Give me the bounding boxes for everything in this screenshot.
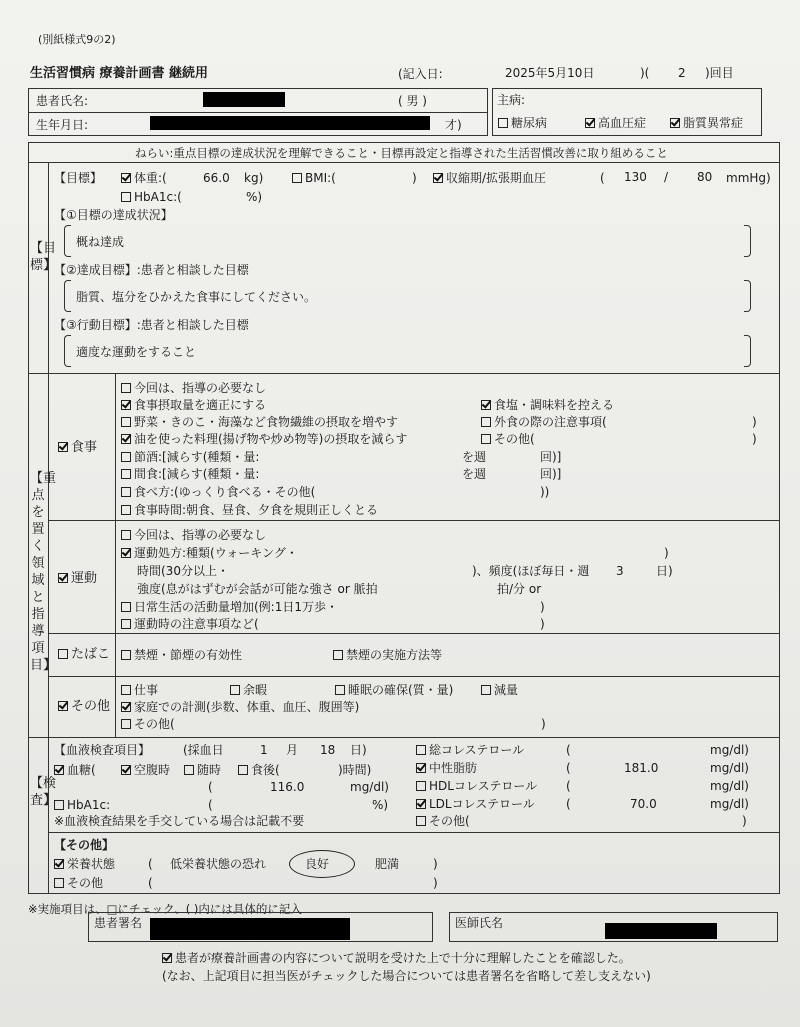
goal2-label: 【②達成目標】:患者と相談した目標: [54, 263, 249, 277]
lipid-hdl-open: (: [566, 779, 571, 793]
disease-diabetes-checkbox[interactable]: [498, 118, 508, 128]
patient-name-label: 患者氏名:: [36, 94, 89, 108]
lipid-other-close: ): [742, 814, 747, 828]
other-item-home-measure[interactable]: 家庭での計測(歩数、体重、血圧、腹囲等): [121, 700, 359, 714]
lipid-tg-value[interactable]: 181.0: [624, 761, 659, 775]
other-home-measure-checkbox[interactable]: [121, 702, 131, 712]
exercise-freq-value[interactable]: 3: [616, 564, 624, 578]
others-other-close: ): [433, 876, 438, 890]
diet-item-3[interactable]: 油を使った料理(揚げ物や炒め物等)の摂取を減らす: [121, 432, 407, 446]
lipid-tg-unit: mg/dl): [710, 761, 749, 775]
snack-times: 回)]: [540, 467, 562, 481]
collect-day[interactable]: 18: [320, 743, 336, 757]
diet-item-4-checkbox[interactable]: [121, 452, 131, 462]
exercise-item-0-checkbox[interactable]: [121, 530, 131, 540]
diet-right-1-checkbox[interactable]: [481, 417, 491, 427]
disease-dyslipidemia-checkbox[interactable]: [670, 118, 680, 128]
others-other-checkbox[interactable]: [54, 878, 64, 888]
diet-item-0-checkbox[interactable]: [121, 383, 131, 393]
glucose-unit: mg/dl): [350, 780, 389, 794]
other-item-leisure[interactable]: 余暇: [230, 683, 267, 697]
diet-item-1[interactable]: 食事摂取量を適正にする: [121, 398, 266, 412]
weight-value[interactable]: 66.0: [203, 171, 230, 185]
bp-unit: mmHg): [726, 171, 771, 185]
goal3-value[interactable]: 適度な運動をすること: [76, 345, 197, 359]
goals-side-label: 【目標】: [30, 241, 57, 273]
lipid-ldl-unit: mg/dl): [710, 797, 749, 811]
other-work-checkbox[interactable]: [121, 685, 131, 695]
page-title: 生活習慣病 療養計画書 継続用: [30, 66, 209, 81]
hba1c-test-checkbox[interactable]: [54, 800, 64, 810]
others-title: 【その他】: [54, 838, 115, 852]
diet-item-7[interactable]: 食事時間:朝食、昼食、夕食を規則正しくとる: [121, 503, 378, 517]
other-category[interactable]: その他: [58, 700, 110, 714]
bp-systolic[interactable]: 130: [624, 170, 647, 184]
lipid-other-checkbox[interactable]: [416, 816, 426, 826]
other-sleep-checkbox[interactable]: [335, 685, 345, 695]
exercise-item-0[interactable]: 今回は、指導の必要なし: [121, 528, 266, 542]
nutrition-obese[interactable]: 肥満: [375, 857, 400, 871]
diet-right-2-close: ): [752, 432, 757, 446]
lipid-ldl-open: (: [566, 797, 571, 811]
lipid-total-chol-checkbox[interactable]: [416, 745, 426, 755]
exercise-category[interactable]: 運動: [58, 572, 97, 586]
lipid-hdl-checkbox[interactable]: [416, 781, 426, 791]
disease-item-hypertension[interactable]: 高血圧症: [585, 116, 646, 130]
tests-side-label: 【検査】: [30, 776, 57, 808]
disease-item-dyslipidemia[interactable]: 脂質異常症: [670, 116, 743, 130]
exercise-checkbox[interactable]: [58, 573, 68, 583]
hba1c-test-item[interactable]: HbA1c:: [54, 798, 110, 812]
diet-item-1-checkbox[interactable]: [121, 400, 131, 410]
exercise-intensity: 強度(息がはずむが会話が可能な強さ or 脈拍: [137, 582, 378, 596]
weight-checkbox[interactable]: [121, 173, 131, 183]
aim-text: ねらい:重点目標の達成状況を理解できること・目標再設定と指導された生活習慣改善に取り組めること: [135, 146, 668, 160]
lipid-ldl-value[interactable]: 70.0: [630, 797, 657, 811]
lipid-tg-checkbox[interactable]: [416, 763, 426, 773]
bp-checkbox[interactable]: [433, 173, 443, 183]
tobacco-item-1[interactable]: 禁煙の実施方法等: [333, 648, 442, 662]
patient-name-redacted: [203, 92, 285, 107]
goal2-value[interactable]: 脂質、塩分をひかえた食事にしてください。: [76, 290, 317, 304]
glucose-checkbox[interactable]: [54, 765, 64, 775]
main-frame: [28, 142, 780, 894]
diet-checkbox[interactable]: [58, 442, 68, 452]
nutrition-close: ): [433, 857, 438, 871]
goal3-label: 【③行動目標】:患者と相談した目標: [54, 318, 249, 332]
exercise-item-3[interactable]: 運動時の注意事項など(: [121, 617, 259, 631]
goal-bp[interactable]: 収縮期/拡張期血圧: [433, 171, 546, 185]
patient-sign-redacted: [150, 918, 350, 940]
collect-label: (採血日: [183, 743, 224, 757]
bmi-close: ): [412, 171, 417, 185]
weight-unit: kg): [244, 171, 264, 185]
exercise-item-2-checkbox[interactable]: [121, 602, 131, 612]
diet-right-1-close: ): [752, 415, 757, 429]
confirm-checkbox[interactable]: [162, 953, 172, 963]
bp-sep: /: [664, 170, 669, 184]
exercise-freq: )、頻度(ほぼ毎日・週: [472, 564, 590, 578]
nutrition-checkbox[interactable]: [54, 859, 64, 869]
disease-label: 主病:: [497, 93, 526, 107]
postmeal-item[interactable]: 食後(: [238, 763, 280, 777]
diet-right-2[interactable]: その他(: [481, 432, 535, 446]
fasting-checkbox[interactable]: [121, 765, 131, 775]
diet-item-5[interactable]: 間食:[減らす(種類・量:: [121, 467, 259, 481]
doctor-name-redacted: [605, 923, 717, 939]
nutrition-risk[interactable]: 低栄養状態の恐れ: [170, 857, 267, 871]
tobacco-item-1-checkbox[interactable]: [333, 650, 343, 660]
other-item-sleep[interactable]: 睡眠の確保(質・量): [335, 683, 453, 697]
exercise-item-1[interactable]: 運動処方:種類(ウォーキング・: [121, 546, 298, 560]
glucose-value[interactable]: 116.0: [270, 780, 305, 794]
alcohol-per-week: を週: [462, 450, 487, 464]
confirm-statement[interactable]: 患者が療養計画書の内容について説明を受けた上で十分に理解したことを確認した。: [162, 951, 631, 965]
eating-close: )): [540, 485, 550, 499]
diet-right-2-checkbox[interactable]: [481, 434, 491, 444]
other-item-weight-loss[interactable]: 減量: [481, 683, 518, 697]
bmi-checkbox[interactable]: [292, 173, 302, 183]
exercise-item-1-checkbox[interactable]: [121, 548, 131, 558]
record-count-close: )回目: [705, 66, 734, 80]
exercise-time: 時間(30分以上・: [137, 564, 229, 578]
lipid-hdl[interactable]: HDLコレステロール: [416, 779, 537, 793]
diet-item-6-checkbox[interactable]: [121, 487, 131, 497]
tobacco-checkbox[interactable]: [58, 649, 68, 659]
random-checkbox[interactable]: [184, 765, 194, 775]
fasting-item[interactable]: 空腹時: [121, 763, 170, 777]
lipid-total-chol-open: (: [566, 743, 571, 757]
hba1c-goal-unit: %): [246, 190, 263, 204]
lipid-ldl[interactable]: LDLコレステロール: [416, 797, 535, 811]
goal-bmi[interactable]: BMI:(: [292, 171, 336, 185]
blood-test-title: 【血液検査項目】: [54, 743, 151, 757]
lipid-hdl-unit: mg/dl): [710, 779, 749, 793]
diet-item-6[interactable]: 食べ方:(ゆっくり食べる・その他(: [121, 485, 315, 499]
other-weight-loss-checkbox[interactable]: [481, 685, 491, 695]
other-checkbox[interactable]: [58, 701, 68, 711]
record-date[interactable]: 2025年5月10日: [505, 66, 595, 80]
disease-hypertension-checkbox[interactable]: [585, 118, 595, 128]
lipid-ldl-checkbox[interactable]: [416, 799, 426, 809]
lipid-other[interactable]: その他(: [416, 814, 470, 828]
diet-item-5-checkbox[interactable]: [121, 469, 131, 479]
diet-item-0[interactable]: 今回は、指導の必要なし: [121, 381, 266, 395]
lipid-tg[interactable]: 中性脂肪: [416, 761, 477, 775]
exercise-item-2-close: ): [540, 600, 545, 614]
hba1c-test-open: (: [208, 798, 213, 812]
snack-per-week: を週: [462, 467, 487, 481]
hba1c-goal-checkbox[interactable]: [121, 192, 131, 202]
form-number: (別紙様式9の2): [38, 33, 116, 46]
record-count-open: )(: [640, 66, 650, 80]
alcohol-times: 回)]: [540, 450, 562, 464]
tobacco-item-0[interactable]: 禁煙・節煙の有効性: [121, 648, 242, 662]
age-suffix: 才): [445, 118, 462, 132]
record-date-label: (記入日:: [398, 67, 443, 81]
goal-weight[interactable]: 体重:(: [121, 171, 167, 185]
hba1c-test-unit: %): [372, 798, 389, 812]
diet-item-2-checkbox[interactable]: [121, 417, 131, 427]
lipid-tg-open: (: [566, 761, 571, 775]
record-count[interactable]: 2: [678, 66, 686, 80]
tobacco-item-0-checkbox[interactable]: [121, 650, 131, 660]
nutrition-item[interactable]: 栄養状態: [54, 857, 115, 871]
diet-item-2[interactable]: 野菜・きのこ・海藻など食物繊維の摂取を増やす: [121, 415, 398, 429]
test-note-mark: ※: [54, 814, 65, 828]
hour-label: )時間): [338, 763, 372, 777]
diet-category[interactable]: 食事: [58, 441, 97, 455]
nutrition-open: (: [148, 857, 153, 871]
lipid-total-chol-unit: mg/dl): [710, 743, 749, 757]
other-other-checkbox[interactable]: [121, 719, 131, 729]
goal-hba1c[interactable]: HbA1c:(: [121, 190, 182, 204]
other-leisure-checkbox[interactable]: [230, 685, 240, 695]
glucose-open: (: [208, 780, 213, 794]
doctor-name-label: 医師氏名: [455, 916, 504, 930]
disease-item-diabetes[interactable]: 糖尿病: [498, 116, 547, 130]
goal-target-label: 【目標】: [54, 171, 103, 185]
footer-note: ※実施項目は、□にチェック、( )内には具体的に記入: [28, 902, 302, 916]
other-item-work[interactable]: 仕事: [121, 683, 158, 697]
nutrition-good[interactable]: 良好: [305, 857, 330, 871]
exercise-item-3-close: ): [540, 617, 545, 631]
diet-item-3-checkbox[interactable]: [121, 434, 131, 444]
glucose-item[interactable]: 血糖(: [54, 763, 96, 777]
dob-label: 生年月日:: [36, 118, 89, 132]
goal1-value[interactable]: 概ね達成: [76, 235, 125, 249]
bp-open: (: [600, 171, 605, 185]
exercise-item-3-checkbox[interactable]: [121, 619, 131, 629]
dob-redacted: [150, 116, 430, 130]
other-other-close: ): [541, 717, 546, 731]
patient-sign-label: 患者署名: [94, 916, 143, 930]
diet-item-7-checkbox[interactable]: [121, 505, 131, 515]
random-item[interactable]: 随時: [184, 763, 221, 777]
diet-item-4[interactable]: 節酒:[減らす(種類・量:: [121, 450, 259, 464]
confirm-note: (なお、上記項目に担当医がチェックした場合については患者署名を省略して差し支えない): [162, 969, 651, 983]
bp-diastolic[interactable]: 80: [697, 170, 713, 184]
others-other-open: (: [148, 876, 153, 890]
exercise-type-close: ): [664, 546, 669, 560]
tobacco-category[interactable]: たばこ: [58, 648, 110, 662]
exercise-freq-unit: 日): [656, 564, 673, 578]
other-item-other[interactable]: その他(: [121, 717, 175, 731]
diet-right-1[interactable]: 外食の際の注意事項(: [481, 415, 607, 429]
diet-right-0[interactable]: 食塩・調味料を控える: [481, 398, 614, 412]
exercise-pulse-unit: 拍/分 or: [497, 582, 542, 596]
goal1-label: 【①目標の達成状況】: [54, 208, 173, 222]
collect-month-label: 月: [286, 743, 299, 757]
others-other-item[interactable]: その他: [54, 876, 103, 890]
test-note: ※血液検査結果を手交している場合は記載不要: [54, 814, 305, 828]
postmeal-checkbox[interactable]: [238, 765, 248, 775]
lipid-total-chol[interactable]: 総コレステロール: [416, 743, 524, 757]
focus-side-label: 【重点を置く領域と指導項目】: [30, 471, 57, 673]
collect-day-label: 日): [350, 743, 367, 757]
exercise-item-2[interactable]: 日常生活の活動量増加(例:1日1万歩・: [121, 600, 338, 614]
patient-sex: ( 男 ): [398, 94, 427, 108]
collect-month[interactable]: 1: [260, 743, 268, 757]
diet-right-0-checkbox[interactable]: [481, 400, 491, 410]
